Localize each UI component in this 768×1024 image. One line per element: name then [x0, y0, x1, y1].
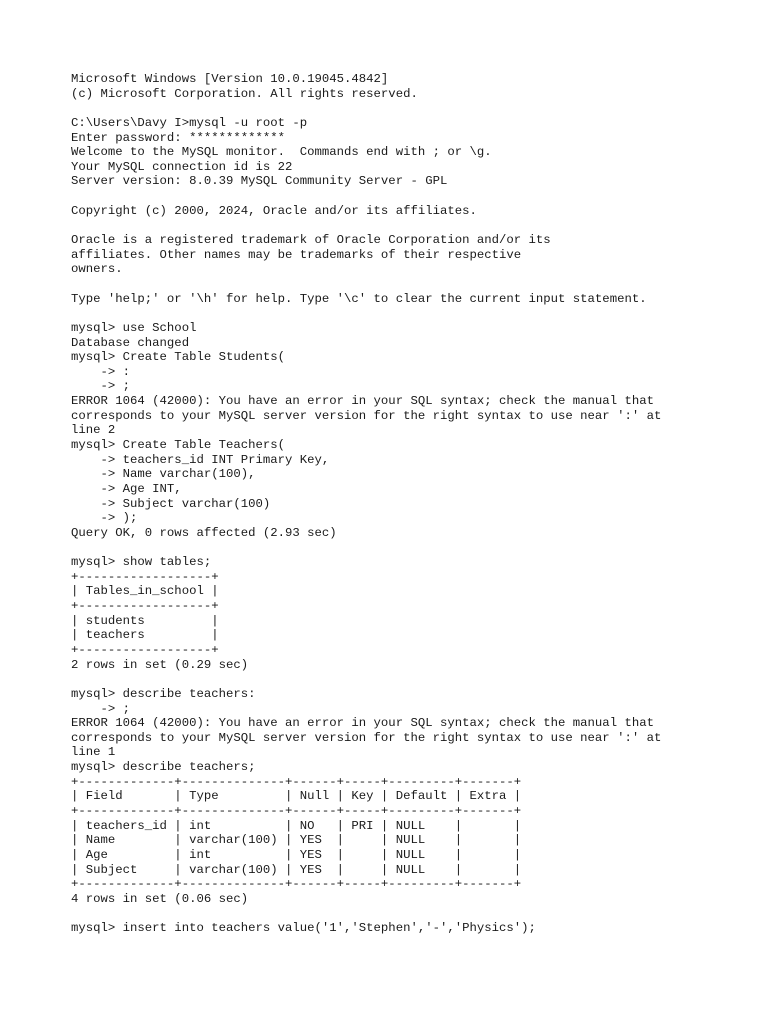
transcript-line: -> ;: [71, 701, 131, 716]
transcript-line: affiliates. Other names may be trademarks of their respective: [71, 247, 522, 262]
transcript-line: ERROR 1064 (42000): You have an error in your SQL syntax; check the manual that: [71, 716, 654, 731]
transcript-line: line 2: [71, 423, 116, 438]
transcript-line: -> ;: [71, 379, 131, 394]
transcript-line: 2 rows in set (0.29 sec): [71, 657, 249, 672]
transcript-line: [71, 277, 751, 292]
transcript-line: -> teachers_id INT Primary Key,: [71, 452, 330, 467]
transcript-line: | teachers |: [71, 628, 219, 643]
transcript-line: Copyright (c) 2000, 2024, Oracle and/or its affiliates.: [71, 203, 477, 218]
transcript-line: Database changed: [71, 335, 190, 350]
transcript-line: mysql> describe teachers;: [71, 760, 256, 775]
transcript-line: (c) Microsoft Corporation. All rights reserved.: [71, 86, 418, 101]
transcript-line: +-------------+--------------+------+-----+---------+-------+: [71, 774, 522, 789]
transcript-line: -> Name varchar(100),: [71, 467, 256, 482]
transcript-line: | Name | varchar(100) | YES | | NULL | |: [71, 833, 522, 848]
transcript-line: -> Subject varchar(100): [71, 496, 271, 511]
transcript-line: +------------------+: [71, 569, 219, 584]
transcript-line: C:\Users\Davy I>mysql -u root -p: [71, 115, 308, 130]
transcript-line: 4 rows in set (0.06 sec): [71, 891, 249, 906]
transcript-line: [71, 672, 751, 687]
transcript-line: | Age | int | YES | | NULL | |: [71, 847, 522, 862]
transcript-line: | Subject | varchar(100) | YES | | NULL | |: [71, 862, 522, 877]
transcript-line: Enter password: *************: [71, 130, 286, 145]
transcript-line: corresponds to your MySQL server version for the right syntax to use near ':' at: [71, 408, 662, 423]
transcript-line: -> );: [71, 511, 138, 526]
transcript-line: corresponds to your MySQL server version for the right syntax to use near ':' at: [71, 730, 662, 745]
transcript-line: mysql> Create Table Students(: [71, 350, 286, 365]
transcript-line: [71, 189, 751, 204]
transcript-line: -> :: [71, 364, 131, 379]
transcript-line: mysql> insert into teachers value('1','Stephen','-','Physics');: [71, 921, 536, 936]
transcript-line: mysql> show tables;: [71, 555, 212, 570]
transcript-line: +------------------+: [71, 599, 219, 614]
transcript-line: Oracle is a registered trademark of Oracle Corporation and/or its: [71, 233, 551, 248]
transcript-line: mysql> Create Table Teachers(: [71, 438, 286, 453]
transcript-line: mysql> describe teachers:: [71, 686, 256, 701]
transcript-line: Microsoft Windows [Version 10.0.19045.4842]: [71, 72, 389, 86]
transcript-line: [71, 907, 751, 922]
transcript-line: | teachers_id | int | NO | PRI | NULL | |: [71, 818, 522, 833]
transcript-line: [71, 541, 751, 556]
transcript-line: -> Age INT,: [71, 481, 182, 496]
transcript-line: +------------------+: [71, 642, 219, 657]
transcript-line: [71, 101, 751, 116]
transcript-line: mysql> use School: [71, 320, 197, 335]
transcript-line: [71, 306, 751, 321]
transcript-line: | Field | Type | Null | Key | Default | Extra |: [71, 789, 522, 804]
transcript-line: +-------------+--------------+------+-----+---------+-------+: [71, 804, 522, 819]
transcript-line: Type 'help;' or '\h' for help. Type '\c' to clear the current input statement.: [71, 291, 647, 306]
terminal-transcript: [71, 72, 751, 936]
transcript-line: line 1: [71, 745, 116, 760]
transcript-line: [71, 218, 751, 233]
transcript-line: ERROR 1064 (42000): You have an error in your SQL syntax; check the manual that: [71, 394, 654, 409]
transcript-line: +-------------+--------------+------+-----+---------+-------+: [71, 877, 522, 892]
transcript-line: Server version: 8.0.39 MySQL Community Server - GPL: [71, 174, 448, 189]
transcript-line: | students |: [71, 613, 219, 628]
transcript-line: Welcome to the MySQL monitor. Commands end with ; or \g.: [71, 145, 492, 160]
transcript-line: owners.: [71, 262, 123, 277]
transcript-line: Query OK, 0 rows affected (2.93 sec): [71, 525, 337, 540]
transcript-line: Your MySQL connection id is 22: [71, 159, 293, 174]
transcript-line: | Tables_in_school |: [71, 584, 219, 599]
